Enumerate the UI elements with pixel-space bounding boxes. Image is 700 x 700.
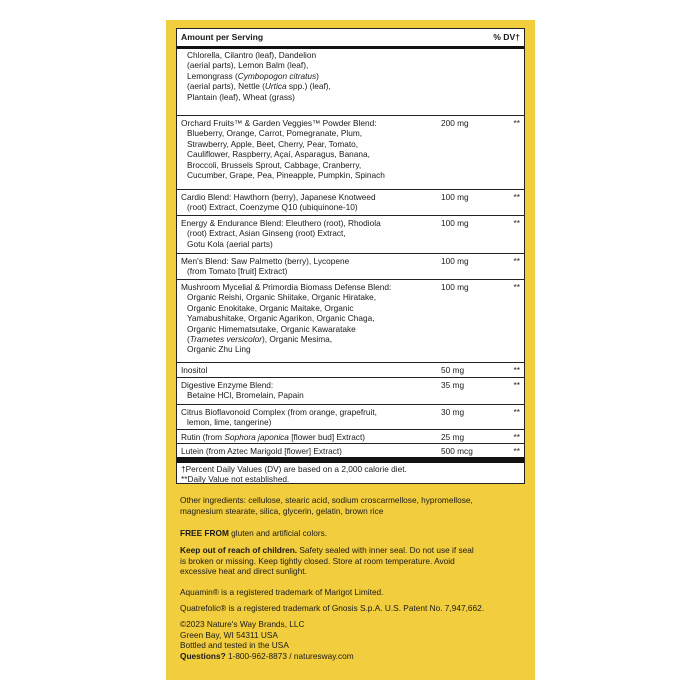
free-from xyxy=(180,528,525,539)
ingredient-name xyxy=(181,192,413,213)
amount-per-serving: 200 mg xyxy=(441,118,469,128)
ingredient-line: Rutin (from Sophora japonica [flower bud] Extract) xyxy=(181,432,366,442)
supplement-facts-table xyxy=(176,28,525,484)
ingredient-line: Yamabushitake, Organic Agarikon, Organic Chaga, xyxy=(187,313,375,324)
nutrient-row xyxy=(177,379,524,405)
daily-value: ** xyxy=(513,407,520,417)
daily-value: ** xyxy=(513,365,520,375)
ingredient-line: Lutein (from Aztec Marigold [flower] Extract) xyxy=(181,446,342,456)
nutrient-row xyxy=(177,117,524,190)
ingredient-line: Organic Enokitake, Organic Maitake, Organic xyxy=(187,302,354,313)
ingredient-name xyxy=(181,432,413,442)
warning-line: Safety sealed with inner seal. Do not use if seal xyxy=(297,545,474,555)
ingredient-line: Broccoli, Brussels Sprout, Cabbage, Cranberry, xyxy=(187,159,362,170)
nutrient-row xyxy=(177,49,524,116)
ingredient-line: Organic Reishi, Organic Shiitake, Organic Hiratake, xyxy=(187,292,377,303)
daily-value: ** xyxy=(513,446,520,456)
amount-per-serving: 100 mg xyxy=(441,192,469,202)
ingredient-line: lemon, lime, tangerine) xyxy=(187,417,272,428)
nutrient-row xyxy=(177,445,524,456)
ingredient-name xyxy=(181,118,413,180)
scientific-name: Urtica xyxy=(264,81,287,92)
daily-value: ** xyxy=(513,380,520,390)
aquamin-trademark: Aquamin® is a registered trademark of Marigot Limited. xyxy=(180,587,384,597)
ingredient-line: (aerial parts), Lemon Balm (leaf), xyxy=(187,60,309,71)
quatrefolic-trademark: Quatrefolic® is a registered trademark of Gnosis S.p.A. U.S. Patent No. 7,947,662. xyxy=(180,603,485,613)
ingredient-line: Organic Zhu Ling xyxy=(187,344,251,355)
nutrient-row xyxy=(177,431,524,444)
company-info xyxy=(180,619,525,661)
amount-per-serving: 100 mg xyxy=(441,282,469,292)
warning-label: Keep out of reach of children. xyxy=(180,545,298,555)
ingredient-line: (Trametes versicolor), Organic Mesima, xyxy=(187,334,333,345)
facts-header xyxy=(177,29,524,49)
daily-value: ** xyxy=(513,118,520,128)
address: Green Bay, WI 54311 USA xyxy=(180,629,278,640)
ingredient-name xyxy=(181,446,413,456)
daily-value: ** xyxy=(513,282,520,292)
copyright: ©2023 Nature's Way Brands, LLC xyxy=(180,619,305,629)
questions-label: Questions? xyxy=(180,650,226,661)
amount-per-serving: 25 mg xyxy=(441,432,465,442)
ingredient-line: Strawberry, Apple, Beet, Cherry, Pear, Tomato, xyxy=(187,138,359,149)
warning-text xyxy=(180,545,525,577)
ingredient-line: Inositol xyxy=(181,365,208,375)
ingredient-line: (root) Extract, Coenzyme Q10 (ubiquinone-10) xyxy=(187,202,358,213)
ingredient-line: Chlorella, Cilantro (leaf), Dandelion xyxy=(187,50,317,60)
other-ingredients-line: magnesium stearate, silica, glycerin, gelatin, brown rice xyxy=(180,505,384,516)
free-from-text: gluten and artificial colors. xyxy=(228,528,328,538)
amount-per-serving: 35 mg xyxy=(441,380,465,390)
nutrient-row xyxy=(177,217,524,254)
ingredient-name xyxy=(181,365,413,375)
ingredient-line: Cucumber, Grape, Pea, Pineapple, Pumpkin, Spinach xyxy=(187,170,385,181)
ingredient-line: (root) Extract, Asian Ginseng (root) Extract, xyxy=(187,228,346,239)
facts-bottom-bar xyxy=(177,457,524,463)
ingredient-line: Gotu Kola (aerial parts) xyxy=(187,238,273,249)
ingredient-line: (aerial parts), Nettle (Urtica spp.) (leaf), xyxy=(187,81,331,92)
dv-not-established-footnote: **Daily Value not established. xyxy=(181,474,290,484)
supplement-label-panel xyxy=(166,20,535,680)
bottled-text: Bottled and tested in the USA xyxy=(180,640,289,651)
nutrient-row xyxy=(177,281,524,363)
ingredient-line: Energy & Endurance Blend: Eleuthero (root), Rhodiola xyxy=(181,218,381,228)
scientific-name: Cymbopogon citratus xyxy=(237,70,317,81)
nutrient-row xyxy=(177,255,524,280)
ingredient-line: Organic Himematsutake, Organic Kawaratake xyxy=(187,323,356,334)
scientific-name: Trametes versicolor xyxy=(189,334,262,345)
ingredient-line: (from Tomato [fruit] Extract) xyxy=(187,266,288,277)
amount-per-serving-label: Amount per Serving xyxy=(181,32,264,42)
amount-per-serving: 500 mcg xyxy=(441,446,473,456)
dv-footnote: †Percent Daily Values (DV) are based on a 2,000 calorie diet. xyxy=(181,464,407,474)
ingredient-line: Cauliflower, Raspberry, Açaí, Asparagus, Banana, xyxy=(187,149,370,160)
ingredient-line: Betaine HCl, Bromelain, Papain xyxy=(187,390,304,401)
questions-text: 1-800-962-8873 / naturesway.com xyxy=(225,650,354,661)
ingredient-name xyxy=(181,218,413,249)
other-ingredients-line: Other ingredients: cellulose, stearic acid, sodium croscarmellose, hypromellose, xyxy=(180,495,473,505)
nutrient-row xyxy=(177,191,524,216)
ingredient-line: Plantain (leaf), Wheat (grass) xyxy=(187,91,295,102)
ingredient-name xyxy=(181,256,413,277)
nutrient-row xyxy=(177,406,524,430)
ingredient-name xyxy=(181,50,413,102)
daily-value: ** xyxy=(513,432,520,442)
other-ingredients xyxy=(180,495,525,516)
ingredient-line: Mushroom Mycelial & Primordia Biomass Defense Blend: xyxy=(181,282,392,292)
ingredient-name xyxy=(181,380,413,401)
ingredient-line: Cardio Blend: Hawthorn (berry), Japanese Knotweed xyxy=(181,192,376,202)
ingredient-line: Blueberry, Orange, Carrot, Pomegranate, Plum, xyxy=(187,128,363,139)
ingredient-line: Men's Blend: Saw Palmetto (berry), Lycopene xyxy=(181,256,350,266)
free-from-label: FREE FROM xyxy=(180,528,229,538)
ingredient-name xyxy=(181,282,413,355)
nutrient-row xyxy=(177,364,524,378)
ingredient-line: Lemongrass (Cymbopogon citratus) xyxy=(187,70,319,81)
amount-per-serving: 30 mg xyxy=(441,407,465,417)
daily-value: ** xyxy=(513,256,520,266)
scientific-name: Sophora japonica xyxy=(224,432,289,442)
warning-line: is broken or missing. Keep tightly closed. Store at room temperature. Avoid xyxy=(180,555,455,566)
amount-per-serving: 100 mg xyxy=(441,218,469,228)
daily-value: ** xyxy=(513,192,520,202)
daily-value: ** xyxy=(513,218,520,228)
amount-per-serving: 50 mg xyxy=(441,365,465,375)
ingredient-line: Orchard Fruits™ & Garden Veggies™ Powder Blend: xyxy=(181,118,377,128)
ingredient-line: Citrus Bioflavonoid Complex (from orange, grapefruit, xyxy=(181,407,377,417)
amount-per-serving: 100 mg xyxy=(441,256,469,266)
dv-label: % DV† xyxy=(493,32,520,42)
warning-line: excessive heat and direct sunlight. xyxy=(180,566,307,577)
ingredient-name xyxy=(181,407,413,428)
ingredient-line: Digestive Enzyme Blend: xyxy=(181,380,274,390)
